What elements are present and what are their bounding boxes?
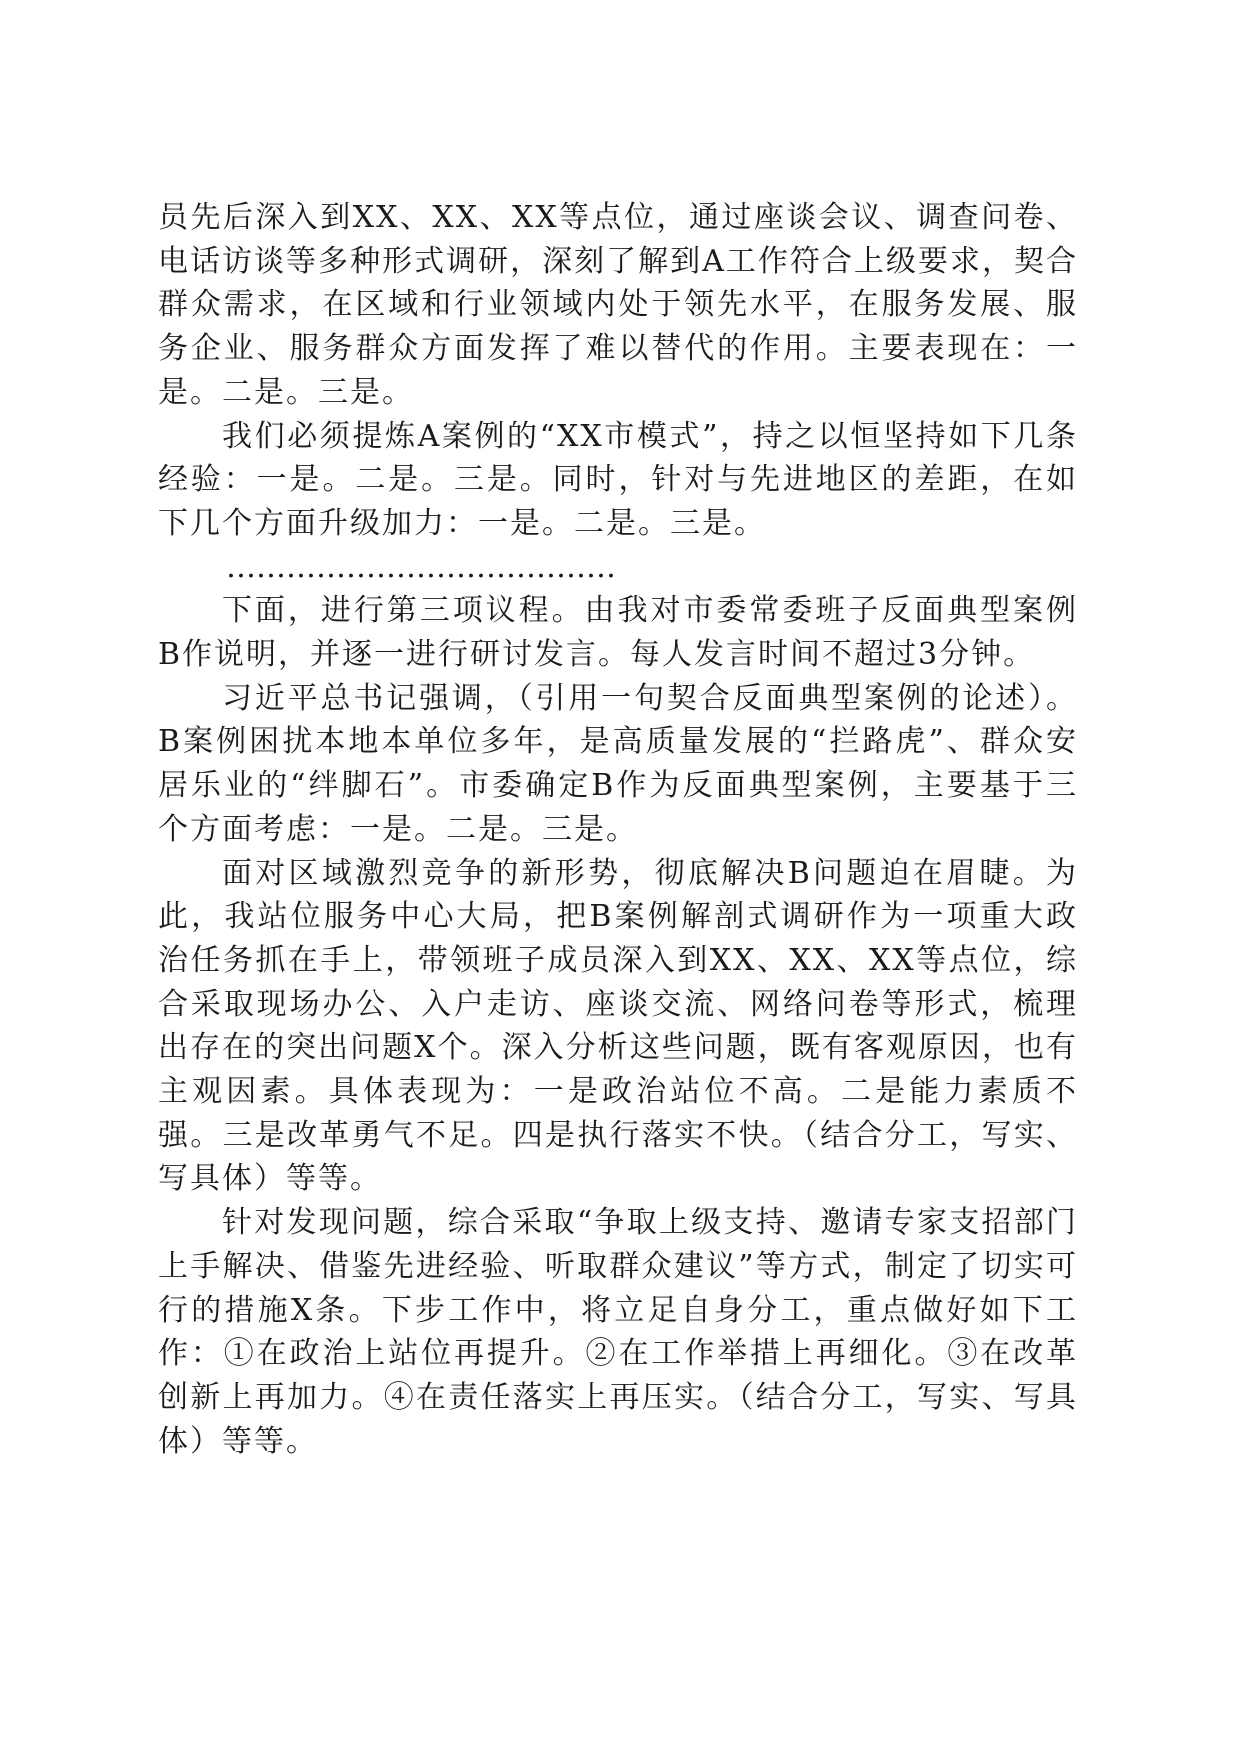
paragraph-experience: 我们必须提炼A案例的“XX市模式”，持之以恒坚持如下几条经验：一是。二是。三是。同时，针对与先进地区的差距，在如下几个方面升级加力：一是。二是。三是。 <box>158 418 1078 541</box>
paragraph-continuation: 员先后深入到XX、XX、XX等点位，通过座谈会议、调查问卷、电话访谈等多种形式调研，深刻了解到A工作符合上级要求，契合群众需求，在区域和行业领域内处于领先水平，在服务发展、服务企业、服务群众方面发挥了难以替代的作用。主要表现在：一是。二是。三是。 <box>158 200 1078 410</box>
paragraph-agenda-three: 下面，进行第三项议程。由我对市委常委班子反面典型案例B作说明，并逐一进行研讨发言。每人发言时间不超过3分钟。 <box>158 593 1078 673</box>
paragraph-case-b-analysis: 面对区域激烈竞争的新形势，彻底解决B问题迫在眉睫。为此，我站位服务中心大局，把B案例解剖式调研作为一项重大政治任务抓在手上，带领班子成员深入到XX、XX、XX等点位，综合采取现场办公、入户走访、座谈交流、网络问卷等形式，梳理出存在的突出问题X个。深入分析这些问题，既有客观原因，也有主观因素。具体表现为：一是政治站位不高。二是能力素质不强。三是改革勇气不足。四是执行落实不快。（结合分工，写实、写具体）等等。 <box>158 855 1078 1197</box>
ellipsis-separator: ………………………………… <box>226 549 616 585</box>
paragraph-case-b-measures: 针对发现问题，综合采取“争取上级支持、邀请专家支招部门上手解决、借鉴先进经验、听取群众建议”等方式，制定了切实可行的措施X条。下步工作中，将立足自身分工，重点做好如下工作：①在政治上站位再提升。②在工作举措上再细化。③在改革创新上再加力。④在责任落实上再压实。（结合分工，写实、写具体）等等。 <box>158 1205 1078 1459</box>
paragraph-case-b-intro: 习近平总书记强调，（引用一句契合反面典型案例的论述）。B案例困扰本地本单位多年，是高质量发展的“拦路虎”、群众安居乐业的“绊脚石”。市委确定B作为反面典型案例，主要基于三个方面考虑：一是。二是。三是。 <box>158 680 1078 847</box>
document-body <box>158 196 1078 1463</box>
